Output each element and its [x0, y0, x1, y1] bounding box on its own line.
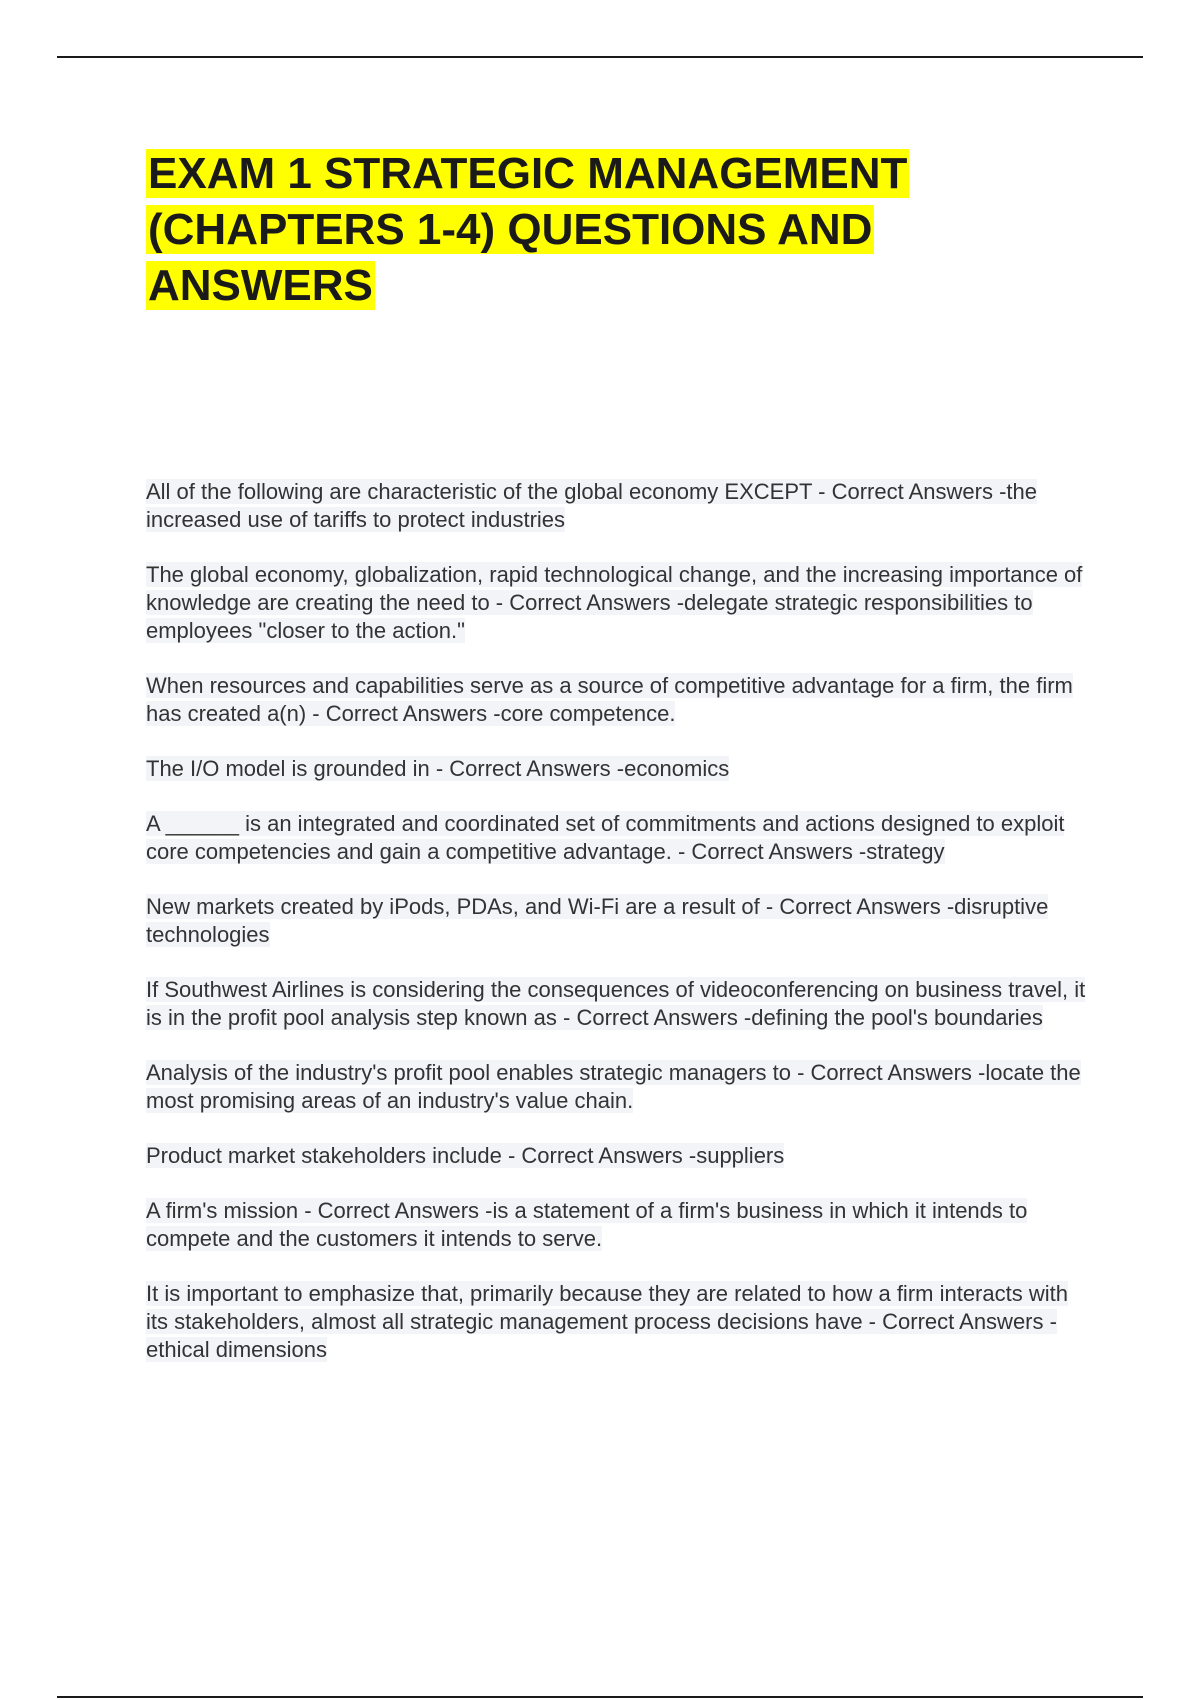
- qa-item: [146, 1197, 1096, 1253]
- qa-list: [146, 478, 1096, 1391]
- qa-item-text: All of the following are characteristic of the global economy EXCEPT - Correct Answers -the increased use of tariffs to protect industries: [146, 479, 1037, 532]
- qa-item-text: A ______ is an integrated and coordinated set of commitments and actions designed to exploit core competencies and gain a competitive advantage. - Correct Answers -strategy: [146, 811, 1065, 864]
- page-bottom-rule: [57, 1696, 1143, 1698]
- qa-item: [146, 478, 1096, 534]
- qa-item: [146, 672, 1096, 728]
- qa-item-text: It is important to emphasize that, primarily because they are related to how a firm interacts with its stakeholders, almost all strategic management process decisions have - Correct Answers -ethical dimensions: [146, 1281, 1068, 1362]
- qa-item-text: When resources and capabilities serve as a source of competitive advantage for a firm, the firm has created a(n) - Correct Answers -core competence.: [146, 673, 1073, 726]
- qa-item-text: If Southwest Airlines is considering the consequences of videoconferencing on business travel, it is in the profit pool analysis step known as - Correct Answers -defining the pool's boundaries: [146, 977, 1086, 1030]
- qa-item-text: A firm's mission - Correct Answers -is a statement of a firm's business in which it intends to compete and the customers it intends to serve.: [146, 1198, 1028, 1251]
- qa-item-text: New markets created by iPods, PDAs, and Wi-Fi are a result of - Correct Answers -disruptive technologies: [146, 894, 1049, 947]
- qa-item-text: The I/O model is grounded in - Correct Answers -economics: [146, 756, 730, 781]
- qa-item: [146, 893, 1096, 949]
- qa-item-text: The global economy, globalization, rapid technological change, and the increasing importance of knowledge are creating the need to - Correct Answers -delegate strategic responsibilities to employees "closer to the action.": [146, 562, 1083, 643]
- qa-item: [146, 1059, 1096, 1115]
- page-top-rule: [57, 56, 1143, 58]
- document-title-text: EXAM 1 STRATEGIC MANAGEMENT (CHAPTERS 1-4) QUESTIONS AND ANSWERS: [148, 149, 908, 310]
- document-title: [146, 146, 1086, 314]
- qa-item-text: Analysis of the industry's profit pool enables strategic managers to - Correct Answers -locate the most promising areas of an industry's value chain.: [146, 1060, 1081, 1113]
- qa-item: [146, 561, 1096, 645]
- qa-item: [146, 1142, 1096, 1170]
- qa-item: [146, 1280, 1096, 1364]
- qa-item: [146, 810, 1096, 866]
- qa-item: [146, 755, 1096, 783]
- qa-item-text: Product market stakeholders include - Correct Answers -suppliers: [146, 1143, 785, 1168]
- qa-item: [146, 976, 1096, 1032]
